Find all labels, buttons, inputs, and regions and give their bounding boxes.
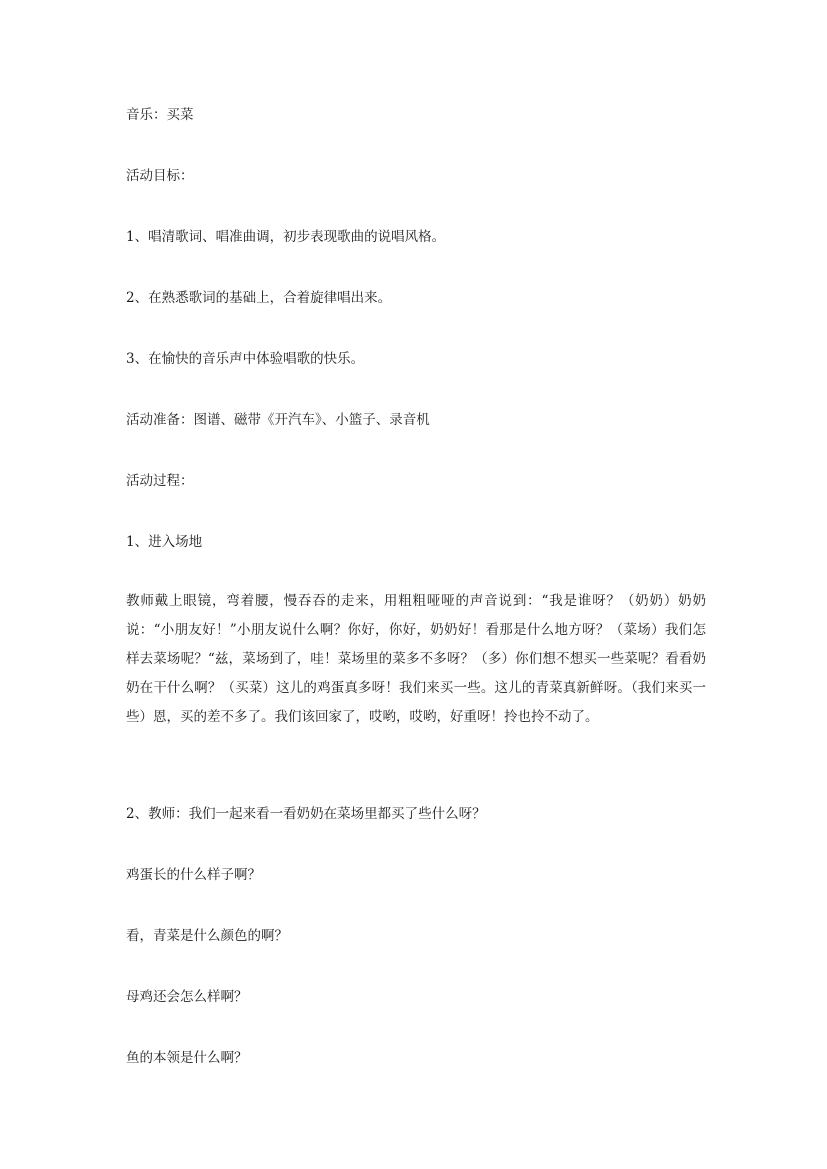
question-item: 看，青菜是什么颜色的啊？: [126, 928, 288, 944]
step1-heading: 1、进入场地: [126, 534, 203, 550]
goal-item: 2、在熟悉歌词的基础上，合着旋律唱出来。: [126, 290, 392, 306]
step1-paragraph: 教师戴上眼镜，弯着腰，慢吞吞的走来，用粗粗哑哑的声音说到：“我是谁呀？（奶奶）奶奶说：“小朋友好！”小朋友说什么啊？你好，你好，奶奶好！看那是什么地方呀？（菜场）我们怎样去菜场呢？“兹，菜场到了，哇！菜场里的菜多不多呀？（多）你们想不想买一些菜呢？看看奶奶在干什么啊？（买菜）这儿的鸡蛋真多呀！我们来买一些。这儿的青菜真新鲜呀。（我们来买一些）恩，买的差不多了。我们该回家了，哎哟，哎哟，好重呀！拎也拎不动了。: [126, 593, 706, 725]
step2-heading: 2、教师：我们一起来看一看奶奶在菜场里都买了些什么呀？: [126, 806, 486, 822]
goals-heading: 活动目标：: [126, 168, 194, 184]
question-item: 鸡蛋长的什么样子啊？: [126, 867, 261, 883]
goal-item: 1、唱清歌词、唱准曲调，初步表现歌曲的说唱风格。: [126, 229, 446, 245]
document-title: 音乐：买菜: [126, 107, 194, 123]
process-heading: 活动过程：: [126, 473, 194, 489]
goal-item: 3、在愉快的音乐声中体验唱歌的快乐。: [126, 351, 365, 367]
question-item: 鱼的本领是什么啊？: [126, 1050, 248, 1066]
preparation-line: 活动准备：图谱、磁带《开汽车》、小篮子、录音机: [126, 412, 430, 428]
question-item: 母鸡还会怎么样啊？: [126, 989, 248, 1005]
